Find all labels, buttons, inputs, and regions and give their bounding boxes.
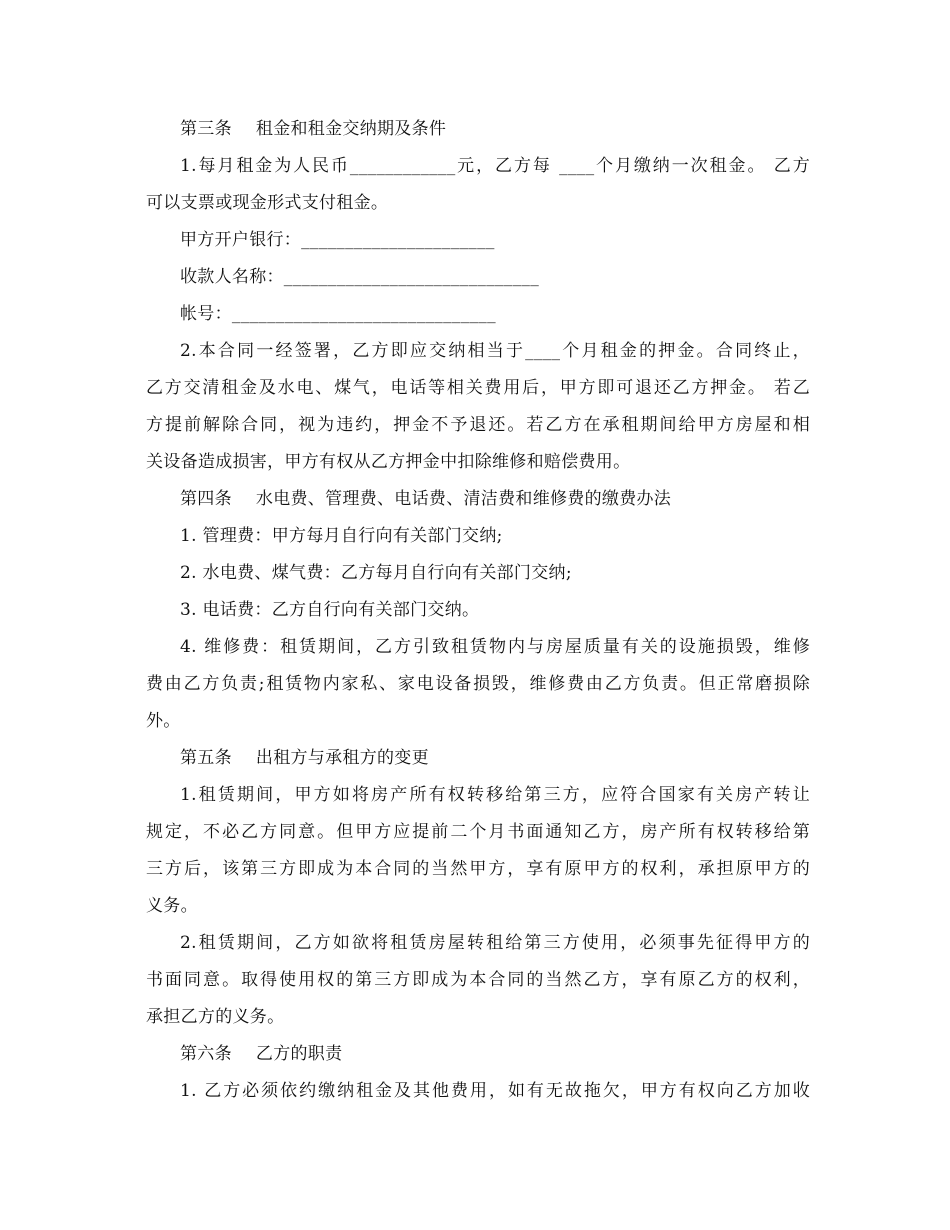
- paragraph-line: 书面同意。取得使用权的第三方即成为本合同的当然乙方，享有原乙方的权利，: [146, 970, 810, 990]
- paragraph-line: 费由乙方负责;租赁物内家私、家电设备损毁，维修费由乙方负责。但正常磨损除: [146, 674, 810, 694]
- paragraph-line: 乙方交清租金及水电、煤气，电话等相关费用后，甲方即可退还乙方押金。 若乙: [146, 378, 810, 398]
- article-title: 水电费、管理费、电话费、清洁费和维修费的缴费办法: [255, 489, 672, 509]
- paragraph-line: 1.每月租金为人民币____________元，乙方每 ____个月缴纳一次租金。 乙方: [180, 156, 810, 176]
- article-heading: [146, 484, 810, 515]
- article-number: 第三条: [180, 119, 232, 139]
- paragraph-line: 1. 管理费：甲方每月自行向有关部门交纳;: [180, 526, 503, 546]
- paragraph-line: 帐号：______________________________: [180, 304, 496, 324]
- article-number: 第四条: [180, 489, 232, 509]
- paragraph-line: 1.租赁期间，甲方如将房产所有权转移给第三方，应符合国家有关房产转让: [180, 785, 810, 805]
- article-title: 租金和租金交纳期及条件: [255, 119, 447, 139]
- paragraph-line: 2.租赁期间，乙方如欲将租赁房屋转租给第三方使用，必须事先征得甲方的: [180, 933, 810, 953]
- paragraph-line: 收款人名称：_____________________________: [180, 267, 539, 287]
- paragraph-line: 规定，不必乙方同意。但甲方应提前二个月书面通知乙方，房产所有权转移给第: [146, 822, 810, 842]
- paragraph-line: 可以支票或现金形式支付租金。: [146, 193, 389, 213]
- article-heading: [146, 114, 810, 145]
- article-title: 乙方的职责: [255, 1044, 343, 1064]
- paragraph-line: 外。: [146, 711, 181, 731]
- paragraph-line: 关设备造成损害，甲方有权从乙方押金中扣除维修和赔偿费用。: [146, 452, 631, 472]
- paragraph-line: 承担乙方的义务。: [146, 1007, 285, 1027]
- article-heading: [146, 743, 810, 774]
- article-title: 出租方与承租方的变更: [255, 748, 429, 768]
- article-number: 第六条: [180, 1044, 232, 1064]
- paragraph-line: 义务。: [146, 896, 198, 916]
- document-body: [146, 114, 810, 1113]
- paragraph-line: 甲方开户银行：______________________: [180, 230, 495, 250]
- paragraph-line: 三方后，该第三方即成为本合同的当然甲方，享有原甲方的权利，承担原甲方的: [146, 859, 810, 879]
- paragraph-line: 方提前解除合同，视为违约，押金不予退还。若乙方在承租期间给甲方房屋和相: [146, 415, 810, 435]
- paragraph-line: 4. 维修费：租赁期间，乙方引致租赁物内与房屋质量有关的设施损毁，维修: [180, 637, 810, 657]
- paragraph-line: 3. 电话费：乙方自行向有关部门交纳。: [180, 600, 480, 620]
- article-number: 第五条: [180, 748, 232, 768]
- article-heading: [146, 1039, 810, 1070]
- paragraph-line: 2.本合同一经签署，乙方即应交纳相当于____个月租金的押金。合同终止，: [180, 341, 810, 361]
- paragraph-line: 2. 水电费、煤气费：乙方每月自行向有关部门交纳;: [180, 563, 572, 583]
- paragraph-line: 1. 乙方必须依约缴纳租金及其他费用，如有无故拖欠，甲方有权向乙方加收: [180, 1081, 810, 1101]
- line-gap: [146, 1107, 810, 1113]
